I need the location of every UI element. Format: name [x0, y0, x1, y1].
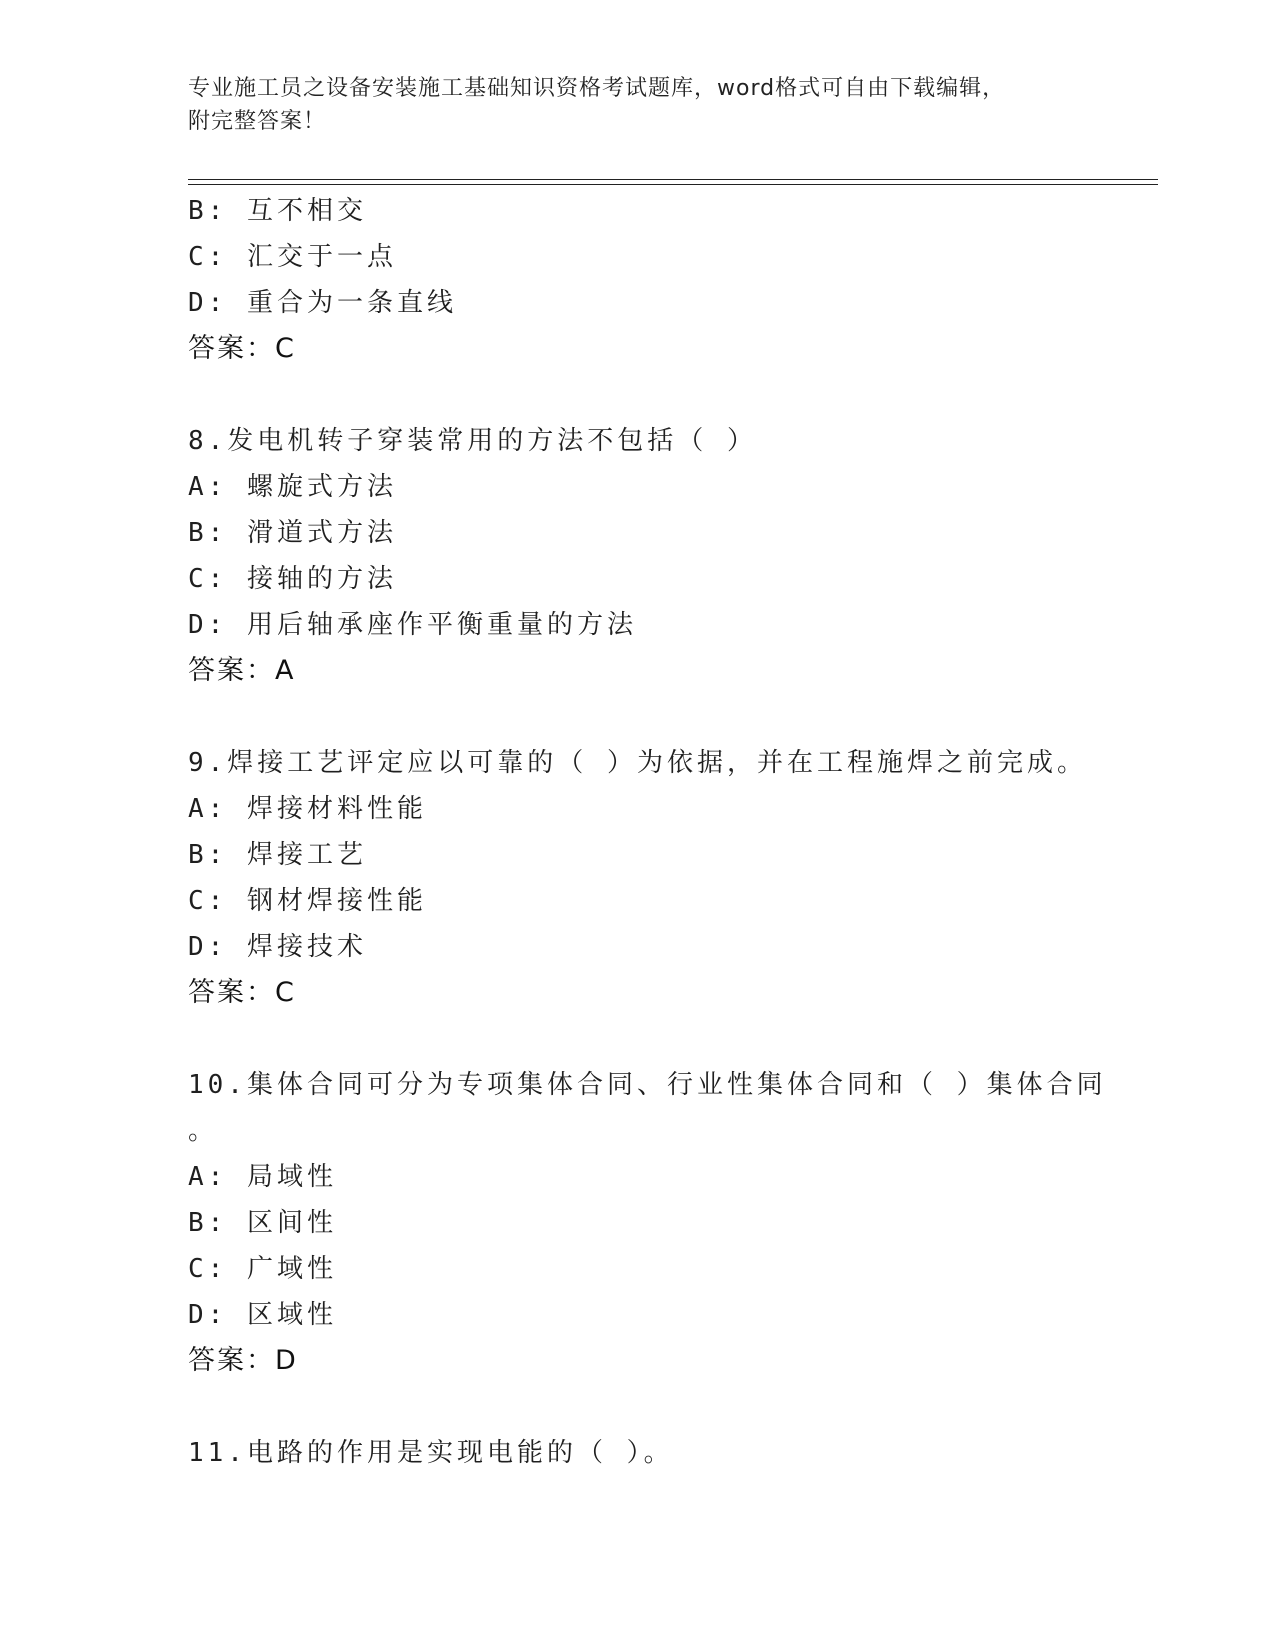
option-d: D: 焊接技术 [188, 932, 367, 962]
document-header [188, 72, 1068, 138]
question-stem: 9.焊接工艺评定应以可靠的（ ）为依据，并在工程施焊之前完成。 [188, 748, 1087, 778]
question-list [188, 188, 1107, 1476]
question-11 [188, 1430, 1088, 1476]
answer-text: 答案：A [188, 655, 296, 686]
question-9 [188, 740, 1088, 1016]
option-d: D: 区域性 [188, 1300, 337, 1330]
option-b: B: 互不相交 [188, 196, 367, 226]
option-c: C: 钢材焊接性能 [188, 886, 427, 916]
answer-text: 答案：C [188, 333, 296, 364]
option-c: C: 汇交于一点 [188, 242, 397, 272]
header-title-line-1: 专业施工员之设备安装施工基础知识资格考试题库，word格式可自由下载编辑， [188, 76, 1006, 101]
spacer [188, 694, 1088, 740]
question-stem: 8.发电机转子穿装常用的方法不包括（ ） [188, 426, 757, 456]
spacer [188, 1384, 1088, 1430]
question-8 [188, 418, 1088, 694]
answer-text: 答案：D [188, 1345, 298, 1376]
option-a: A: 局域性 [188, 1162, 337, 1192]
option-b: B: 焊接工艺 [188, 840, 367, 870]
option-b: B: 滑道式方法 [188, 518, 397, 548]
option-a: A: 焊接材料性能 [188, 794, 427, 824]
question-7-continued [188, 188, 1088, 372]
option-b: B: 区间性 [188, 1208, 337, 1238]
header-rule-top [188, 179, 1158, 180]
spacer [188, 372, 1088, 418]
header-rule-bottom [188, 184, 1158, 185]
option-c: C: 广域性 [188, 1254, 337, 1284]
question-stem: 11.电路的作用是实现电能的（ ）。 [188, 1438, 674, 1468]
option-c: C: 接轴的方法 [188, 564, 397, 594]
spacer [188, 1016, 1088, 1062]
option-a: A: 螺旋式方法 [188, 472, 397, 502]
header-title-line-2: 附完整答案！ [188, 109, 327, 134]
question-stem: 10.集体合同可分为专项集体合同、行业性集体合同和（ ）集体合同 [188, 1070, 1107, 1100]
option-d: D: 重合为一条直线 [188, 288, 457, 318]
question-10 [188, 1062, 1107, 1384]
question-stem-continuation: 。 [188, 1116, 215, 1146]
answer-text: 答案：C [188, 977, 296, 1008]
option-d: D: 用后轴承座作平衡重量的方法 [188, 610, 637, 640]
